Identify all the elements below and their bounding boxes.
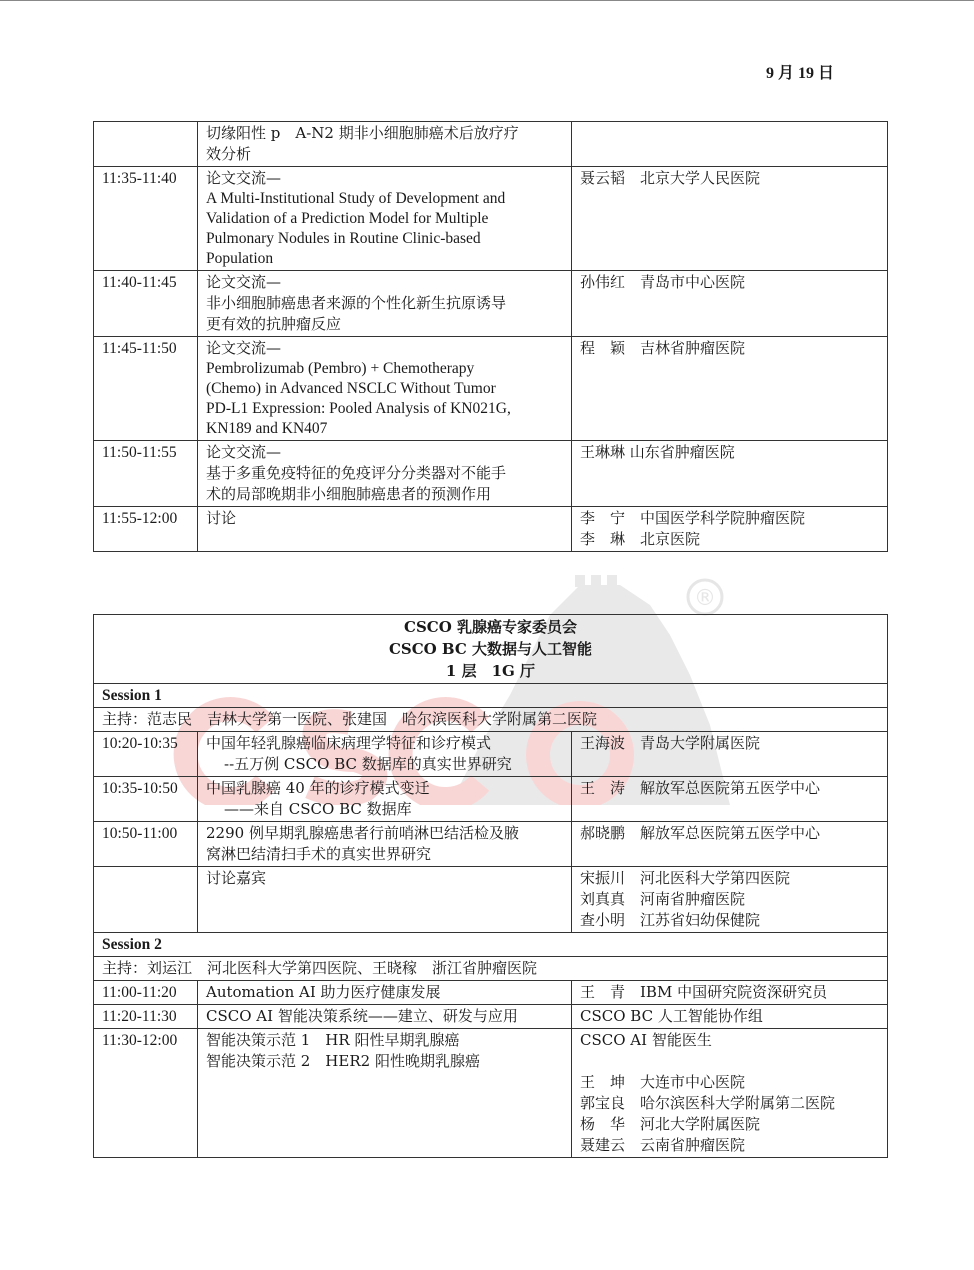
- speaker-line: 王琳琳 山东省肿瘤医院: [580, 443, 735, 461]
- time-cell: 10:20-10:35: [94, 732, 198, 777]
- title-cell: [198, 1005, 572, 1029]
- title-line: ——来自 CSCO BC 数据库: [224, 800, 412, 818]
- committee-title: CSCO 乳腺癌专家委员会: [404, 618, 577, 636]
- chair-text: 主持：范志民 吉林大学第一医院、张建国 哈尔滨医科大学附属第二医院: [94, 708, 888, 732]
- speaker-cell: [572, 867, 888, 933]
- speaker-cell: [572, 441, 888, 507]
- speaker-cell: [572, 981, 888, 1005]
- time-cell: 10:35-10:50: [94, 777, 198, 822]
- venue: 1 层 1G 厅: [445, 662, 536, 680]
- title-line: 切缘阳性 p A-N2 期非小细胞肺癌术后放疗疗: [206, 124, 519, 142]
- time-cell: 11:30-12:00: [94, 1029, 198, 1158]
- chair-row: [94, 957, 888, 981]
- title-line: 智能决策示范 1 HR 阳性早期乳腺癌: [206, 1031, 460, 1049]
- time-cell: 11:50-11:55: [94, 441, 198, 507]
- table-row: [94, 1029, 888, 1158]
- speaker-line-spacer: [580, 1051, 879, 1072]
- session-title: CSCO BC 大数据与人工智能: [388, 640, 593, 658]
- title-cell: [198, 337, 572, 441]
- time-cell: 11:35-11:40: [94, 167, 198, 271]
- speaker-line: 查小明 江苏省妇幼保健院: [580, 911, 761, 929]
- speaker-line: CSCO AI 智能医生: [580, 1031, 712, 1049]
- time-cell: 11:20-11:30: [94, 1005, 198, 1029]
- session-header: [94, 615, 888, 684]
- speaker-cell: [572, 122, 888, 167]
- session-label-row: [94, 933, 888, 957]
- session-label-row: [94, 684, 888, 708]
- title-line: --五万例 CSCO BC 数据库的真实世界研究: [224, 755, 512, 773]
- page-date: 9 月 19 日: [765, 65, 834, 82]
- title-line: 论文交流—: [206, 443, 282, 461]
- title-line: Pembrolizumab (Pembro) + Chemotherapy: [206, 360, 475, 377]
- chair-row: [94, 708, 888, 732]
- time-cell: [94, 867, 198, 933]
- title-line: 中国乳腺癌 40 年的诊疗模式变迁: [206, 779, 430, 797]
- time-cell: 11:00-11:20: [94, 981, 198, 1005]
- speaker-line: 郝晓鹏 解放军总医院第五医学中心: [580, 824, 821, 842]
- title-line: 讨论: [206, 509, 237, 527]
- table-row: [94, 271, 888, 337]
- schedule-table-breast-cancer: [93, 614, 888, 1158]
- speaker-line: 聂建云 云南省肿瘤医院: [580, 1136, 746, 1154]
- time-cell: [94, 122, 198, 167]
- speaker-cell: [572, 777, 888, 822]
- table-row: [94, 441, 888, 507]
- speaker-cell: [572, 1005, 888, 1029]
- title-line: Validation of a Prediction Model for Multiple: [206, 210, 489, 227]
- title-cell: [198, 507, 572, 552]
- title-line: Pulmonary Nodules in Routine Clinic-based: [206, 230, 481, 247]
- title-line: 智能决策示范 2 HER2 阳性晚期乳腺癌: [206, 1052, 480, 1070]
- table-row: [94, 732, 888, 777]
- speaker-line: 宋振川 河北医科大学第四医院: [580, 869, 791, 887]
- table-row: [94, 981, 888, 1005]
- speaker-cell: [572, 507, 888, 552]
- title-line: CSCO AI 智能决策系统——建立、研发与应用: [206, 1007, 518, 1025]
- time-cell: 11:40-11:45: [94, 271, 198, 337]
- speaker-cell: [572, 337, 888, 441]
- speaker-line: CSCO BC 人工智能协作组: [580, 1007, 763, 1025]
- table-row: [94, 822, 888, 867]
- watermark-text: CSCO: [418, 801, 422, 802]
- table-row: [94, 777, 888, 822]
- speaker-cell: [572, 271, 888, 337]
- speaker-line: 程 颖 吉林省肿瘤医院: [580, 339, 746, 357]
- title-line: 窝淋巴结清扫手术的真实世界研究: [206, 845, 432, 863]
- title-line: 术的局部晚期非小细胞肺癌患者的预测作用: [206, 485, 492, 503]
- session-label: Session 2: [94, 933, 888, 957]
- title-line: 2290 例早期乳腺癌患者行前哨淋巴结活检及腋: [206, 824, 519, 842]
- title-line: A Multi-Institutional Study of Development and: [206, 190, 506, 207]
- title-cell: [198, 1029, 572, 1158]
- title-line: 论文交流—: [206, 169, 282, 187]
- time-cell: 11:45-11:50: [94, 337, 198, 441]
- title-cell: [198, 441, 572, 507]
- table-row: [94, 337, 888, 441]
- title-line: 效分析: [206, 145, 252, 163]
- speaker-line: 王海波 青岛大学附属医院: [580, 734, 761, 752]
- title-cell: [198, 271, 572, 337]
- title-line: 讨论嘉宾: [206, 869, 267, 887]
- table-row: [94, 167, 888, 271]
- title-cell: [198, 822, 572, 867]
- registered-mark: ®: [694, 586, 716, 611]
- speaker-line: 孙伟红 青岛市中心医院: [580, 273, 746, 291]
- time-cell: 10:50-11:00: [94, 822, 198, 867]
- title-line: 非小细胞肺癌患者来源的个性化新生抗原诱导: [206, 294, 507, 312]
- table-row: [94, 867, 888, 933]
- chair-text: 主持：刘运江 河北医科大学第四医院、王晓稼 浙江省肿瘤医院: [94, 957, 888, 981]
- title-cell: [198, 122, 572, 167]
- speaker-line: 王 青 IBM 中国研究院资深研究员: [580, 983, 828, 1001]
- speaker-line: 李 宁 中国医学科学院肿瘤医院: [580, 509, 806, 527]
- title-cell: [198, 732, 572, 777]
- title-line: KN189 and KN407: [206, 420, 328, 437]
- session-label: Session 1: [94, 684, 888, 708]
- registered-mark-icon: [688, 580, 722, 614]
- title-line: Automation AI 助力医疗健康发展: [206, 983, 441, 1001]
- title-line: 更有效的抗肿瘤反应: [206, 315, 342, 333]
- speaker-cell: [572, 167, 888, 271]
- speaker-line: 王 涛 解放军总医院第五医学中心: [580, 779, 821, 797]
- session-header-row: [94, 615, 888, 684]
- table-row: [94, 507, 888, 552]
- table-row: [94, 122, 888, 167]
- page-top-border: [0, 0, 974, 1]
- schedule-table-lung: [93, 121, 888, 552]
- title-line: 论文交流—: [206, 339, 282, 357]
- speaker-cell: [572, 1029, 888, 1158]
- title-line: Population: [206, 250, 274, 267]
- speaker-cell: [572, 822, 888, 867]
- title-line: (Chemo) in Advanced NSCLC Without Tumor: [206, 380, 496, 397]
- speaker-line: 郭宝良 哈尔滨医科大学附属第二医院: [580, 1094, 836, 1112]
- speaker-line: 刘真真 河南省肿瘤医院: [580, 890, 746, 908]
- title-cell: [198, 981, 572, 1005]
- title-line: 基于多重免疫特征的免疫评分分类器对不能手: [206, 464, 507, 482]
- table-row: [94, 1005, 888, 1029]
- title-cell: [198, 167, 572, 271]
- title-line: 论文交流—: [206, 273, 282, 291]
- speaker-line: 杨 华 河北大学附属医院: [580, 1115, 761, 1133]
- speaker-cell: [572, 732, 888, 777]
- speaker-line: 王 坤 大连市中心医院: [580, 1073, 746, 1091]
- title-line: PD-L1 Expression: Pooled Analysis of KN021G,: [206, 400, 511, 417]
- time-cell: 11:55-12:00: [94, 507, 198, 552]
- title-line: 中国年轻乳腺癌临床病理学特征和诊疗模式: [206, 734, 492, 752]
- speaker-line: 聂云韬 北京大学人民医院: [580, 169, 761, 187]
- speaker-line: 李 琳 北京医院: [580, 530, 701, 548]
- title-cell: [198, 777, 572, 822]
- title-cell: [198, 867, 572, 933]
